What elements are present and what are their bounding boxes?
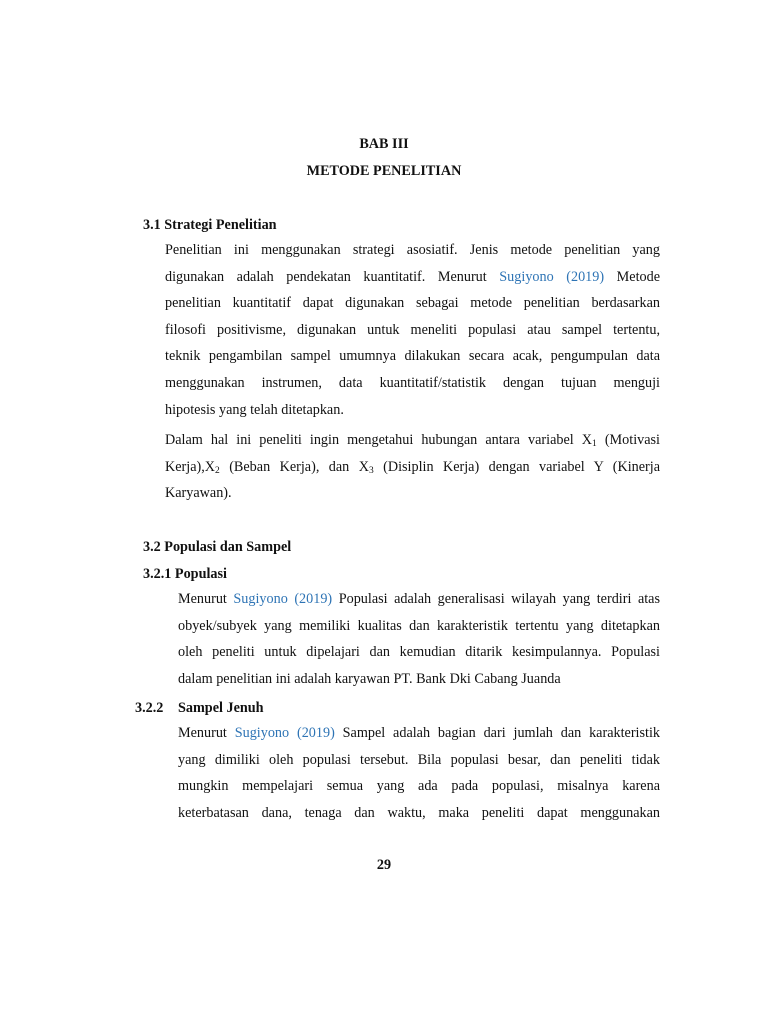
text-fragment: (Disiplin Kerja) dengan variabel Y (Kinerja — [373, 458, 660, 475]
text-fragment: (Motivasi — [596, 432, 660, 448]
paragraph-line: teknik pengambilan sampel umumnya dilakukan secara acak, pengumpulan data — [165, 348, 660, 365]
paragraph-line — [165, 454, 660, 481]
paragraph-line: Penelitian ini menggunakan strategi asosiatif. Jenis metode penelitian yang — [165, 242, 660, 258]
text-fragment: Dalam hal ini peneliti ingin mengetahui hubungan antara variabel X — [165, 432, 593, 448]
section-heading-3-2-2: Sampel Jenuh — [178, 700, 264, 716]
subscript: 3 — [368, 465, 374, 476]
citation-link[interactable]: Sugiyono (2019) — [234, 725, 335, 741]
section-heading-3-2-1: 3.2.1 Populasi — [143, 566, 227, 582]
section-3-1-paragraph-2 — [165, 427, 660, 507]
citation-link[interactable]: Sugiyono (2019) — [233, 591, 333, 607]
section-3-2-2-paragraph — [178, 720, 660, 826]
section-heading-3-2: 3.2 Populasi dan Sampel — [143, 539, 292, 555]
text-fragment: digunakan adalah pendekatan kuantitatif. Menurut — [165, 268, 500, 285]
paragraph-line: keterbatasan dana, tenaga dan waktu, maka peneliti dapat menggunakan — [178, 804, 660, 821]
paragraph-line-with-citation — [165, 586, 660, 613]
paragraph-line: mungkin mempelajari semua yang ada pada populasi, misalnya karena — [178, 778, 660, 795]
paragraph-line: obyek/subyek yang memiliki kualitas dan karakteristik tertentu yang ditetapkan — [178, 617, 660, 634]
section-heading-3-1: 3.1 Strategi Penelitian — [143, 217, 277, 233]
paragraph-line — [165, 427, 660, 454]
page-number: 29 — [376, 857, 392, 873]
section-number-3-2-2: 3.2.2 — [135, 700, 164, 716]
subscript: 1 — [592, 439, 597, 449]
paragraph-line: filosofi positivisme, digunakan untuk meneliti populasi atau sampel tertentu, — [165, 321, 660, 338]
paragraph-line-with-citation — [178, 720, 660, 747]
subscript: 2 — [215, 465, 220, 476]
paragraph-line: hipotesis yang telah ditetapkan. — [165, 401, 344, 418]
section-3-2-1-paragraph — [165, 586, 660, 692]
chapter-label: BAB III — [359, 136, 409, 152]
text-fragment: (Beban Kerja), dan X — [219, 458, 369, 475]
paragraph-line: penelitian kuantitatif dapat digunakan sebagai metode penelitian berdasarkan — [165, 295, 660, 312]
paragraph-line: yang dimiliki oleh populasi tersebut. Bila populasi besar, dan peneliti tidak — [178, 751, 660, 768]
text-fragment: Populasi adalah generalisasi wilayah yang terdiri atas — [332, 591, 661, 607]
text-fragment: Menurut — [178, 591, 234, 607]
paragraph-line: dalam penelitian ini adalah karyawan PT. Bank Dki Cabang Juanda — [178, 670, 561, 687]
paragraph-line-with-citation — [165, 264, 660, 291]
paragraph-line: menggunakan instrumen, data kuantitatif/statistik dengan tujuan menguji — [165, 374, 660, 391]
paragraph-line: oleh peneliti untuk dipelajari dan kemudian ditarik kesimpulannya. Populasi — [178, 644, 660, 661]
text-fragment: Menurut — [178, 725, 235, 741]
text-fragment: Kerja),X — [165, 458, 216, 475]
text-fragment: Metode — [604, 268, 661, 285]
citation-link[interactable]: Sugiyono (2019) — [499, 268, 605, 285]
paragraph-line: Karyawan). — [165, 485, 232, 502]
section-3-1-paragraph-1 — [165, 237, 660, 423]
text-fragment: Sampel adalah bagian dari jumlah dan karakteristik — [334, 725, 661, 741]
chapter-title: METODE PENELITIAN — [306, 163, 462, 179]
